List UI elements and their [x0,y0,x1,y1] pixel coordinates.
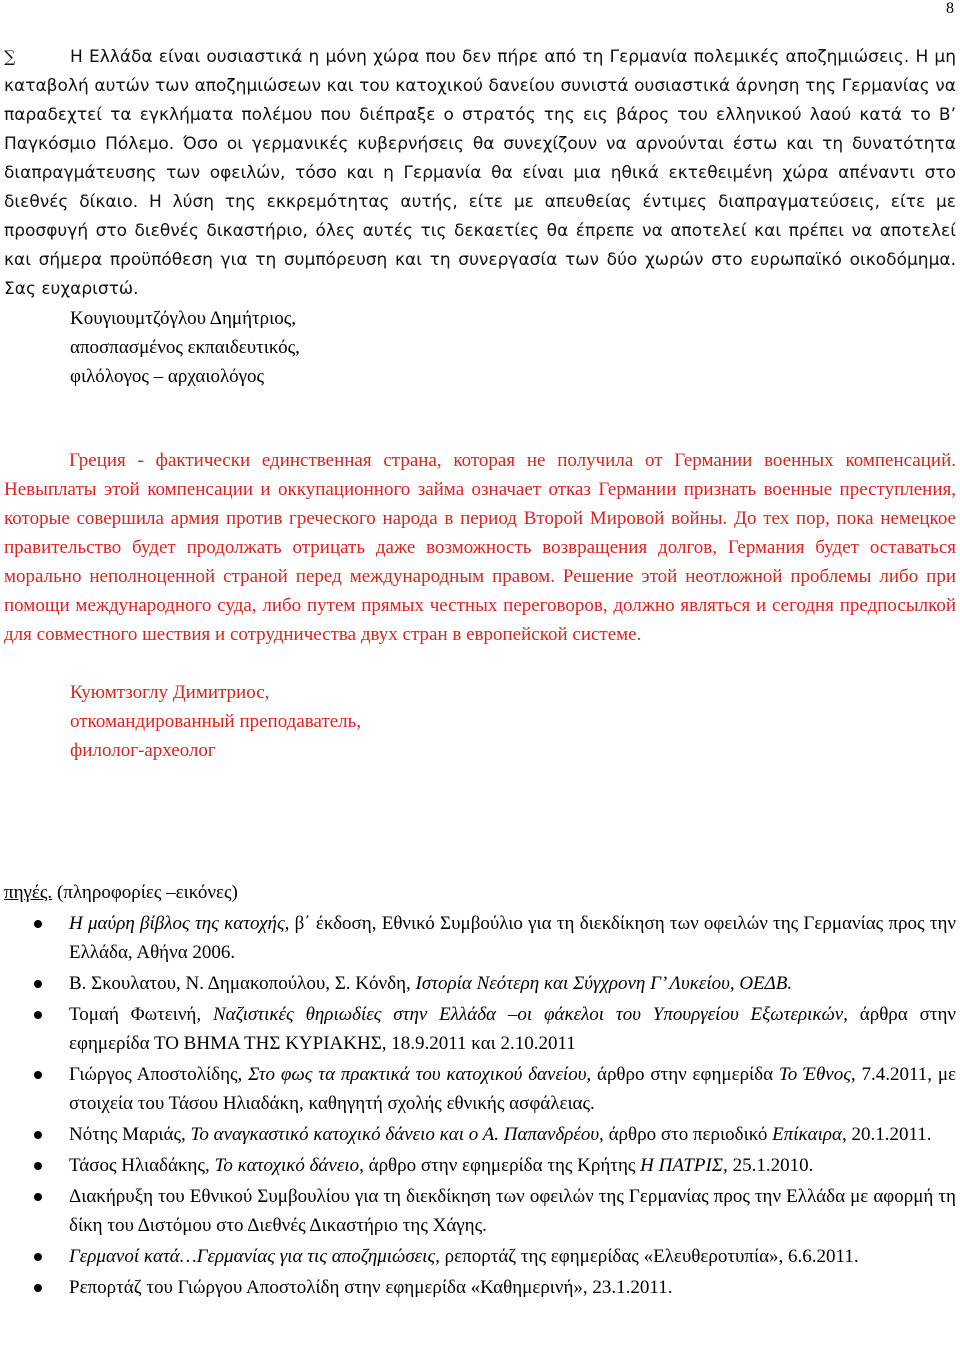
source-publication: Το Έθνος, [778,1064,856,1085]
greek-signature-role: αποσπασμένος εκπαιδευτικός, [70,337,300,358]
source-publication: Η ΠΑΤΡΙΣ, [640,1155,728,1176]
greek-paragraph [4,42,956,304]
source-item [4,1182,956,1240]
source-title: Γερμανοί κατά…Γερμανίας για τις αποζημιώσεις, [69,1246,440,1267]
source-title: Το κατοχικό δάνειο, [214,1155,364,1176]
bullet-icon [34,1131,42,1139]
source-title: Στο φως τα πρακτικά του κατοχικού δανείου, [248,1064,592,1085]
source-author: Νότης Μαριάς, [69,1124,191,1145]
sources-heading [4,878,956,907]
source-author: Γιώργος Αποστολίδης, [69,1064,249,1085]
summation-symbol: ∑ [4,47,16,66]
source-text: 7.4.2011, με στοιχεία του Τάσου Ηλιαδάκη, καθηγητή σχολής εθνικής ασφάλειας. [69,1064,956,1114]
sources-section [4,878,956,1304]
source-item [4,969,956,998]
paragraph-indent [4,42,70,72]
source-item [4,1151,956,1180]
source-item [4,1273,956,1302]
source-text: 25.1.2010. [727,1155,814,1176]
source-item [4,1060,956,1118]
bullet-icon [34,1011,42,1019]
bullet-icon [34,1284,42,1292]
russian-signature-name: Куюмтзоглу Димитриос, [70,682,270,703]
bullet-icon [34,1162,42,1170]
source-text: ρεπορτάζ της εφημερίδας «Ελευθεροτυπία», 6.6.2011. [439,1246,859,1267]
source-text: άρθρα στην εφημερίδα ΤΟ ΒΗΜΑ ΤΗΣ ΚΥΡΙΑΚΗΣ, 18.9.2011 και 2.10.2011 [69,1004,956,1054]
source-title: Ναζιστικές θηριωδίες στην Ελλάδα –οι φάκελοι του Υπουργείου Εξωτερικών, [212,1004,848,1025]
bullet-icon [34,1193,42,1201]
source-item [4,1120,956,1149]
source-item [4,1000,956,1058]
source-title: Το αναγκαστικό κατοχικό δάνειο και ο Α. Παπανδρέου, [190,1124,604,1145]
source-text: Διακήρυξη του Εθνικού Συμβουλίου για τη διεκδίκηση των οφειλών της Γερμανίας προς την Ελλάδα με αφορμή τη δίκη του Διστόμου στο Διεθνές Δικαστήριο της Χάγης. [69,1186,956,1236]
source-text: β΄ έκδοση, Εθνικό Συμβούλιο για τη διεκδίκηση των οφειλών της Γερμανίας προς την Ελλάδα, Αθήνα 2006. [69,913,956,963]
source-publication: Επίκαιρα, [772,1124,847,1145]
source-text: άρθρο στο περιοδικό [603,1124,773,1145]
source-text: άρθρο στην εφημερίδα [591,1064,779,1085]
source-title: Ιστορία Νεότερη και Σύγχρονη Γ’ Λυκείου, ΟΕΔΒ. [415,973,793,994]
source-author: Τομαή Φωτεινή, [69,1004,213,1025]
russian-section [4,446,956,765]
source-title: Η μαύρη βίβλος της κατοχής, [69,913,290,934]
bullet-icon [34,1253,42,1261]
page-number: 8 [946,0,954,17]
greek-signature-title: φιλόλογος – αρχαιολόγος [70,366,265,387]
source-author: Β. Σκουλατου, Ν. Δημακοπούλου, Σ. Κόνδη, [69,973,416,994]
source-item [4,1242,956,1271]
russian-signature-title: филолог-археолог [70,740,216,761]
bullet-icon [34,980,42,988]
bullet-icon [34,1071,42,1079]
greek-section [4,42,956,391]
source-author: Τάσος Ηλιαδάκης, [69,1155,215,1176]
source-item [4,909,956,967]
source-text: άρθρο στην εφημερίδα της Κρήτης [363,1155,641,1176]
sources-heading-rest: (πληροφορίες –εικόνες) [52,882,238,903]
russian-paragraph: Греция - фактически единственная страна, которая не получила от Германии военных компенсаций. Невыплаты этой компенсации и оккупационного займа означает отказ Германии признать военные преступления, которые совершила армия против греческого народа в период Второй Мировой войны. До тех пор, пока немецкое правительство будет продолжать отрицать даже возможность возвращения долгов, Германия будет оставаться морально неполноценной страной перед международным правом. Решение этой неотложной проблемы либо при помощи международного суда, либо путем прямых честных переговоров, должно являться и сегодня предпосылкой для совместного шествия и сотрудничества двух стран в европейской системе. [4,450,956,645]
source-text: Ρεπορτάζ του Γιώργου Αποστολίδη στην εφημερίδα «Καθημερινή», 23.1.2011. [69,1277,673,1298]
sources-list [4,909,956,1302]
greek-signature-name: Κουγιουμτζόγλου Δημήτριος, [70,308,297,329]
russian-signature-role: откомандированный преподаватель, [70,711,362,732]
bullet-icon [34,920,42,928]
greek-paragraph-text: Η Ελλάδα είναι ουσιαστικά η μόνη χώρα που δεν πήρε από τη Γερμανία πολεμικές αποζημιώσεις. Η μη καταβολή αυτών των αποζημιώσεων και του κατοχικού δανείου συνιστά ουσιαστικά άρνηση της Γερμανίας να παραδεχτεί τα εγκλήματα πολέμου που διέπραξε ο στρατός της εις βάρος του ελληνικού λαού κατά το Β’ Παγκόσμιο Πόλεμο. Όσο οι γερμανικές κυβερνήσεις θα συνεχίζουν να αρνούνται έστω και τη δυνατότητα διαπραγμάτευσης των οφειλών, τόσο και η Γερμανία θα είναι μια ηθικά εκτεθειμένη χώρα απέναντι στο διεθνές δίκαιο. Η λύση της εκκρεμότητας αυτής, είτε με απευθείας έντιμες διαπραγματεύσεις, είτε με προσφυγή στο διεθνές δικαστήριο, όλες αυτές τις δεκαετίες θα έπρεπε να αποτελεί και πρέπει να αποτελεί και σήμερα προϋπόθεση για τη συμπόρευση και τη συνεργασία των δύο χωρών στο ευρωπαϊκό οικοδόμημα. Σας ευχαριστώ. [4,47,956,299]
sources-heading-underlined: πηγές. [4,882,53,903]
source-text: 20.1.2011. [846,1124,932,1145]
